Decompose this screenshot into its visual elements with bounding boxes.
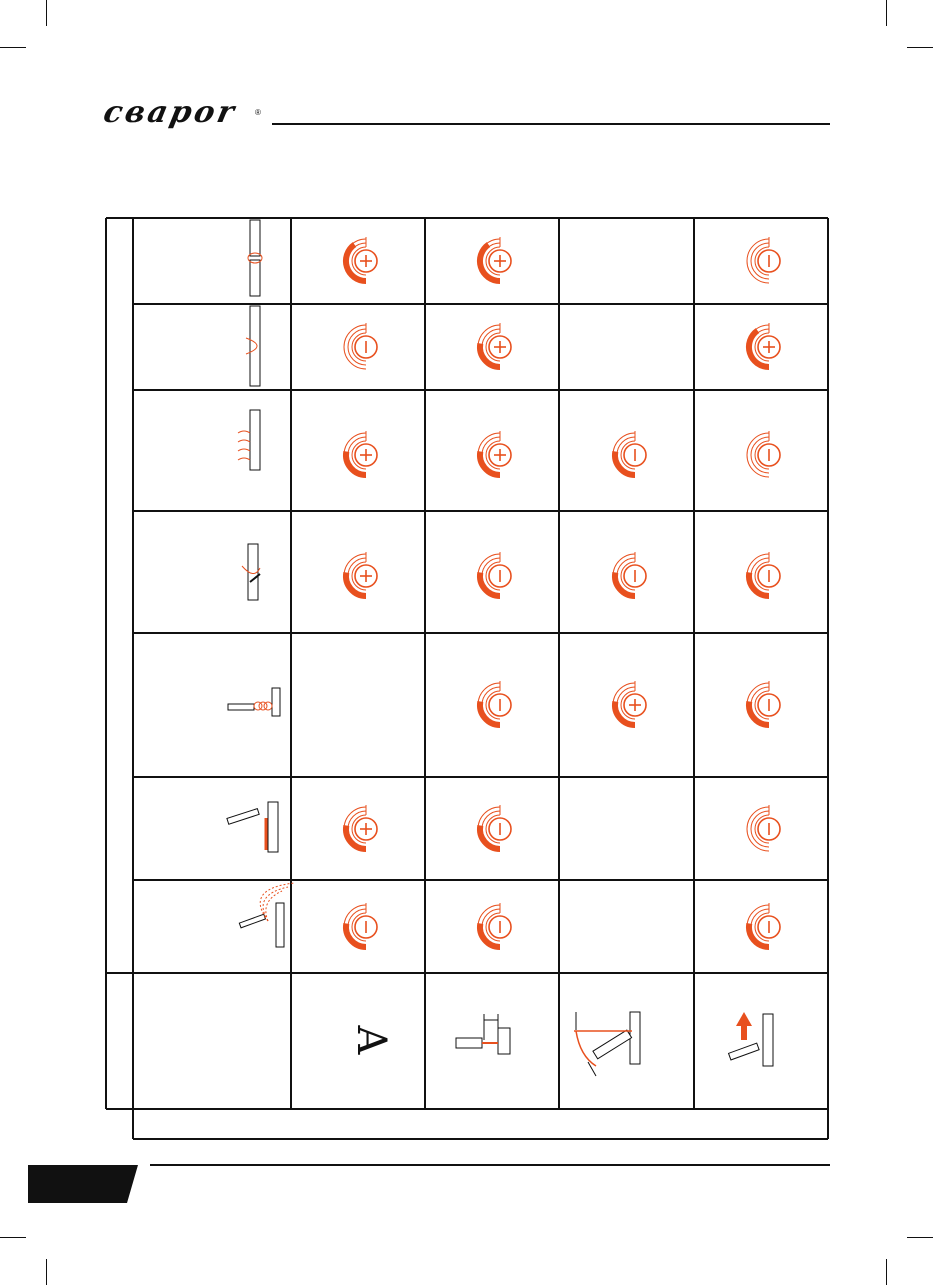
plus-polarity-gauge-icon — [478, 323, 511, 369]
minus-polarity-gauge-icon — [344, 903, 377, 949]
weave-motion-icon — [239, 883, 294, 947]
minus-polarity-gauge-icon — [613, 431, 646, 477]
registered-mark: ® — [255, 108, 261, 117]
minus-polarity-gauge-icon — [344, 323, 377, 369]
butt-joint-weld-icon — [248, 220, 262, 296]
page-number-tab — [28, 1165, 138, 1203]
minus-polarity-gauge-icon — [747, 552, 780, 598]
minus-polarity-gauge-icon — [478, 805, 511, 851]
overhead-weld-icon — [228, 688, 280, 716]
plus-polarity-gauge-icon — [613, 681, 646, 727]
electrode-angle-icon — [574, 1012, 640, 1076]
minus-polarity-gauge-icon — [747, 805, 780, 851]
plus-polarity-gauge-icon — [478, 431, 511, 477]
plus-polarity-gauge-icon — [344, 805, 377, 851]
minus-polarity-gauge-icon — [747, 237, 780, 283]
travel-speed-icon — [729, 1012, 773, 1066]
angled-electrode-icon — [227, 802, 278, 852]
minus-polarity-gauge-icon — [747, 431, 780, 477]
minus-polarity-gauge-icon — [478, 681, 511, 727]
bevel-joint-icon — [242, 544, 260, 600]
plus-polarity-gauge-icon — [478, 237, 511, 283]
arc-length-icon — [456, 1014, 510, 1054]
current-amperage-icon: A — [348, 1025, 394, 1055]
plus-polarity-gauge-icon — [344, 552, 377, 598]
plus-polarity-gauge-icon — [747, 323, 780, 369]
minus-polarity-gauge-icon — [747, 903, 780, 949]
footer-rule — [150, 1164, 830, 1166]
minus-polarity-gauge-icon — [747, 681, 780, 727]
plus-polarity-gauge-icon — [344, 237, 377, 283]
minus-polarity-gauge-icon — [478, 903, 511, 949]
butt-joint-cap-icon — [246, 306, 260, 386]
minus-polarity-gauge-icon — [613, 552, 646, 598]
minus-polarity-gauge-icon — [478, 552, 511, 598]
plus-polarity-gauge-icon — [344, 431, 377, 477]
brand-logo: свapor — [100, 95, 241, 130]
vertical-weld-icon — [238, 410, 260, 470]
